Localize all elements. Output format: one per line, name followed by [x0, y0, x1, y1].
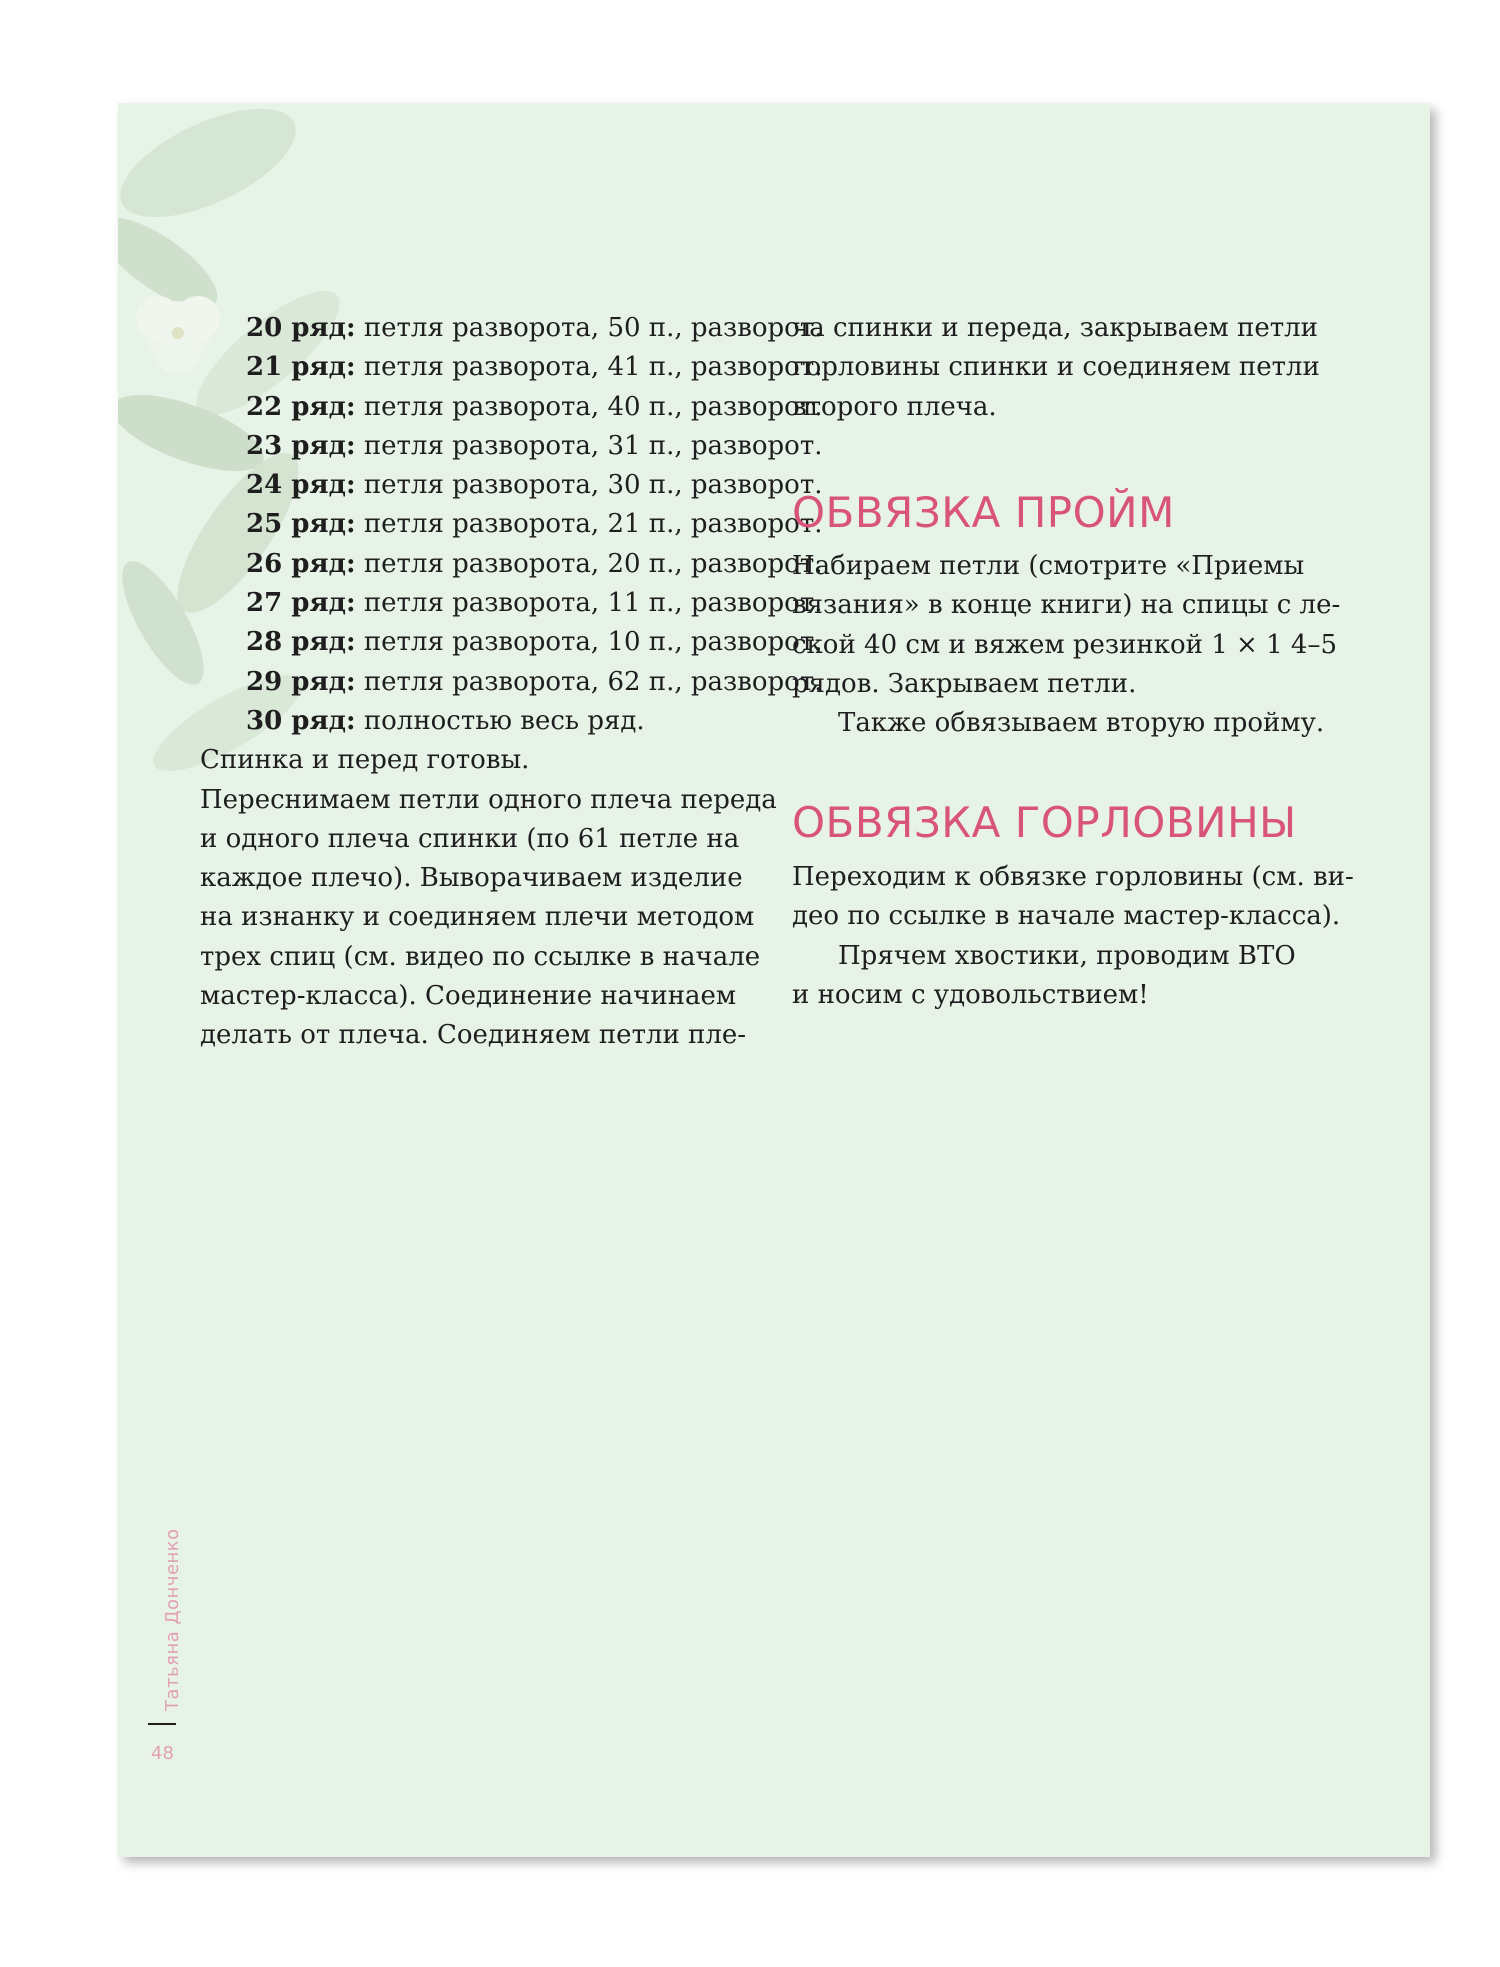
text-line: ской 40 см и вяжем резинкой 1 × 1 4–5: [792, 629, 1337, 660]
row-line: [246, 545, 823, 584]
text-line: трех спиц (см. видео по ссылке в начале: [200, 941, 761, 972]
left-column: [200, 309, 823, 1056]
row-number: 25 ряд:: [246, 509, 356, 540]
row-text: полностью весь ряд.: [355, 705, 645, 736]
row-line: [246, 388, 823, 427]
row-number: 26 ряд:: [246, 548, 356, 579]
text-line: и носим с удовольствием!: [792, 979, 1149, 1010]
text-line: и одного плеча спинки (по 61 петле на: [200, 823, 740, 854]
text-line: Также обвязываем вторую пройму.: [838, 708, 1325, 739]
text-line: ча спинки и переда, закрываем петли: [792, 313, 1318, 343]
row-number: 24 ряд:: [246, 470, 356, 501]
row-number: 28 ряд:: [246, 627, 356, 658]
text-line: део по ссылке в начале мастер-класса).: [792, 901, 1341, 932]
text-line: каждое плечо). Выворачиваем изделие: [200, 863, 743, 894]
row-number: 22 ряд:: [246, 391, 356, 422]
row-line: [246, 309, 823, 348]
heading-armhole-edging: ОБВЯЗКА ПРОЙМ: [792, 488, 1175, 537]
row-text: петля разворота, 21 п., разворот.: [355, 509, 823, 540]
book-page: [118, 103, 1430, 1857]
row-line: [246, 348, 823, 387]
text-line: мастер-класса). Соединение начинаем: [200, 981, 737, 1012]
text-line: Переходим к обвязке горловины (см. ви-: [792, 862, 1354, 892]
heading-neckline-edging: ОБВЯЗКА ГОРЛОВИНЫ: [792, 798, 1297, 847]
row-text: петля разворота, 41 п., разворот.: [355, 352, 823, 383]
row-text: петля разворота, 50 п., разворот.: [355, 313, 823, 343]
text-line: второго плеча.: [792, 391, 997, 422]
row-line: [246, 623, 823, 662]
text-line: Набираем петли (смотрите «Приемы: [792, 551, 1305, 581]
text-line: вязания» в конце книги) на спицы с ле-: [792, 590, 1341, 621]
row-text: петля разворота, 30 п., разворот.: [355, 470, 823, 501]
row-number: 23 ряд:: [246, 430, 356, 461]
row-text: петля разворота, 40 п., разворот.: [355, 391, 823, 422]
text-line: Прячем хвостики, проводим ВТО: [838, 940, 1296, 971]
row-number: 27 ряд:: [246, 588, 356, 619]
right-column-continuation: [792, 309, 1352, 427]
armhole-edging-text: [792, 547, 1352, 743]
row-line: [246, 427, 823, 466]
row-text: петля разворота, 62 п., разворот.: [355, 666, 823, 697]
row-number: 21 ряд:: [246, 352, 356, 383]
text-line: Спинка и перед готовы.: [200, 745, 530, 776]
row-line: [246, 702, 755, 741]
row-number: 20 ряд:: [246, 313, 356, 343]
row-instructions: [246, 309, 823, 741]
row-text: петля разворота, 20 п., разворот.: [355, 548, 823, 579]
shoulder-joining-paragraph: [200, 741, 777, 1055]
row-text: петля разворота, 10 п., разворот.: [355, 627, 823, 658]
row-number: 30 ряд:: [246, 705, 356, 736]
row-text: петля разворота, 11 п., разворот.: [355, 588, 823, 619]
row-number: 29 ряд:: [246, 666, 356, 697]
text-line: рядов. Закрываем петли.: [792, 668, 1137, 699]
row-text: петля разворота, 31 п., разворот.: [355, 430, 823, 461]
row-line: [246, 466, 823, 505]
row-line: [246, 505, 823, 544]
text-line: горловины спинки и соединяем петли: [792, 352, 1320, 383]
row-line: [246, 584, 823, 623]
side-divider: [148, 1723, 176, 1725]
text-line: делать от плеча. Соединяем петли пле-: [200, 1020, 747, 1051]
text-line: Переснимаем петли одного плеча переда: [200, 784, 777, 815]
page-number: 48: [151, 1743, 174, 1764]
text-line: на изнанку и соединяем плечи методом: [200, 902, 755, 933]
row-line: [246, 663, 823, 702]
neckline-edging-text: [792, 858, 1352, 1015]
author-name: Татьяна Донченко: [162, 1528, 183, 1711]
